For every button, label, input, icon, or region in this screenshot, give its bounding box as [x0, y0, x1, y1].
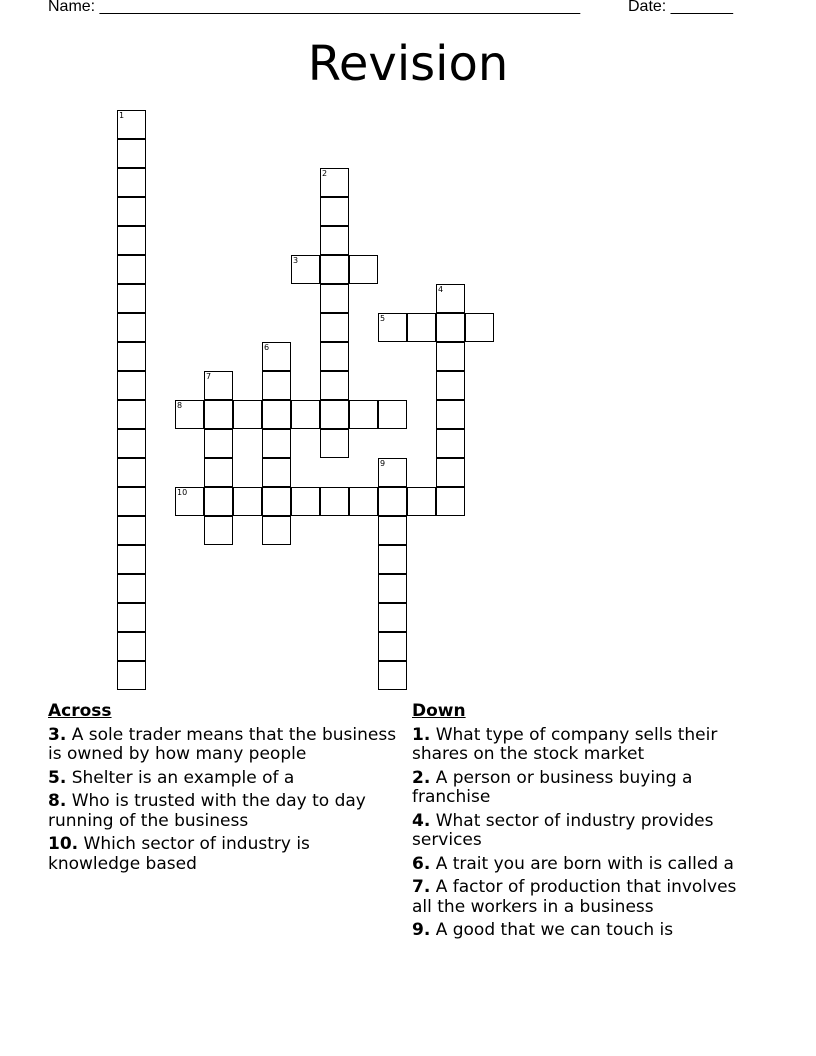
grid-cell[interactable]	[117, 284, 146, 313]
grid-cell[interactable]	[320, 168, 349, 197]
clue-text: A factor of production that involves all the workers in a business	[412, 877, 737, 917]
across-heading: Across	[48, 701, 112, 721]
grid-cell[interactable]	[378, 574, 407, 603]
clue-number: 2.	[412, 767, 431, 788]
grid-cell[interactable]	[349, 400, 378, 429]
grid-cell[interactable]	[407, 313, 436, 342]
grid-cell[interactable]	[320, 255, 349, 284]
cell-number: 9	[380, 459, 386, 468]
grid-cell[interactable]	[204, 487, 233, 516]
clue-text: What type of company sells their shares on the stock market	[412, 724, 718, 764]
grid-cell[interactable]	[378, 313, 407, 342]
cell-number: 3	[293, 256, 299, 265]
down-clues	[412, 702, 752, 945]
cell-number: 1	[119, 111, 125, 120]
grid-cell[interactable]	[204, 371, 233, 400]
grid-cell[interactable]	[320, 342, 349, 371]
cell-number: 7	[206, 372, 212, 381]
grid-cell[interactable]	[117, 603, 146, 632]
cell-number: 5	[380, 314, 386, 323]
grid-cell[interactable]	[117, 371, 146, 400]
grid-cell[interactable]	[291, 255, 320, 284]
clue-text: A good that we can touch is	[435, 920, 674, 940]
grid-cell[interactable]	[117, 516, 146, 545]
page-title: Revision	[307, 36, 509, 92]
grid-cell[interactable]	[117, 661, 146, 690]
grid-cell[interactable]	[262, 429, 291, 458]
grid-cell[interactable]	[117, 545, 146, 574]
grid-cell[interactable]	[436, 371, 465, 400]
clue-down-4	[412, 812, 752, 851]
grid-cell[interactable]	[436, 400, 465, 429]
clue-across-8	[48, 792, 398, 831]
grid-cell[interactable]	[291, 487, 320, 516]
grid-cell[interactable]	[262, 516, 291, 545]
clue-number: 10.	[48, 834, 79, 854]
grid-cell[interactable]	[436, 487, 465, 516]
clue-down-9	[412, 921, 752, 941]
clue-text: Who is trusted with the day to day running of the business	[48, 791, 366, 831]
clue-number: 9.	[412, 920, 431, 940]
grid-cell[interactable]	[233, 400, 262, 429]
clue-text: Shelter is an example of a	[71, 767, 295, 788]
grid-cell[interactable]	[204, 458, 233, 487]
clue-across-10	[48, 835, 398, 874]
grid-cell[interactable]	[117, 487, 146, 516]
down-heading: Down	[412, 701, 466, 721]
grid-cell[interactable]	[407, 487, 436, 516]
grid-cell[interactable]	[378, 603, 407, 632]
grid-cell[interactable]	[320, 313, 349, 342]
clue-down-6	[412, 855, 752, 875]
grid-cell[interactable]	[436, 429, 465, 458]
grid-cell[interactable]	[204, 516, 233, 545]
grid-cell[interactable]	[378, 661, 407, 690]
grid-cell[interactable]	[378, 400, 407, 429]
grid-cell[interactable]	[117, 632, 146, 661]
grid-cell[interactable]	[378, 487, 407, 516]
grid-cell[interactable]	[117, 255, 146, 284]
grid-cell[interactable]	[291, 400, 320, 429]
grid-cell[interactable]	[436, 284, 465, 313]
grid-cell[interactable]	[262, 458, 291, 487]
cell-number: 10	[177, 488, 188, 497]
grid-cell[interactable]	[117, 110, 146, 139]
clue-number: 7.	[412, 877, 431, 897]
clue-down-2	[412, 769, 752, 808]
clue-number: 4.	[412, 810, 431, 831]
clue-number: 3.	[48, 724, 67, 745]
cell-number: 4	[438, 285, 444, 294]
grid-cell[interactable]	[320, 226, 349, 255]
grid-cell[interactable]	[262, 342, 291, 371]
clue-number: 8.	[48, 791, 67, 811]
grid-cell[interactable]	[117, 313, 146, 342]
clue-text: What sector of industry provides services	[412, 810, 714, 850]
cell-number: 6	[264, 343, 270, 352]
grid-cell[interactable]	[117, 197, 146, 226]
grid-cell[interactable]	[320, 487, 349, 516]
grid-cell[interactable]	[117, 458, 146, 487]
clue-number: 5.	[48, 767, 67, 788]
clue-across-5	[48, 769, 398, 789]
clue-number: 1.	[412, 724, 431, 745]
clue-down-1	[412, 726, 752, 765]
grid-cell[interactable]	[436, 342, 465, 371]
cell-number: 2	[322, 169, 328, 178]
grid-cell[interactable]	[465, 313, 494, 342]
grid-cell[interactable]	[204, 400, 233, 429]
grid-cell[interactable]	[378, 458, 407, 487]
clue-text: A trait you are born with is called a	[435, 853, 734, 874]
grid-cell[interactable]	[320, 284, 349, 313]
grid-cell[interactable]	[378, 545, 407, 574]
grid-cell[interactable]	[262, 487, 291, 516]
clue-text: A sole trader means that the business is owned by how many people	[48, 724, 397, 764]
cell-number: 8	[177, 401, 183, 410]
grid-cell[interactable]	[436, 458, 465, 487]
grid-cell[interactable]	[117, 400, 146, 429]
name-field-line: Name: ______________________________________________________	[48, 0, 581, 15]
grid-cell[interactable]	[117, 342, 146, 371]
clue-down-7	[412, 878, 752, 917]
grid-cell[interactable]	[378, 516, 407, 545]
grid-cell[interactable]	[320, 197, 349, 226]
grid-cell[interactable]	[117, 139, 146, 168]
across-clues	[48, 702, 398, 878]
grid-cell[interactable]	[233, 487, 262, 516]
grid-cell[interactable]	[117, 429, 146, 458]
clue-number: 6.	[412, 853, 431, 874]
clue-text: Which sector of industry is knowledge based	[48, 834, 310, 874]
grid-cell[interactable]	[262, 371, 291, 400]
grid-cell[interactable]	[349, 255, 378, 284]
clue-across-3	[48, 726, 398, 765]
date-field-line: Date: _______	[628, 0, 733, 15]
grid-cell[interactable]	[117, 226, 146, 255]
clue-text: A person or business buying a franchise	[412, 767, 693, 807]
grid-cell[interactable]	[349, 487, 378, 516]
grid-cell[interactable]	[436, 313, 465, 342]
grid-cell[interactable]	[320, 371, 349, 400]
grid-cell[interactable]	[378, 632, 407, 661]
grid-cell[interactable]	[175, 400, 204, 429]
grid-cell[interactable]	[320, 400, 349, 429]
grid-cell[interactable]	[117, 574, 146, 603]
grid-cell[interactable]	[175, 487, 204, 516]
grid-cell[interactable]	[320, 429, 349, 458]
grid-cell[interactable]	[204, 429, 233, 458]
grid-cell[interactable]	[262, 400, 291, 429]
grid-cell[interactable]	[117, 168, 146, 197]
